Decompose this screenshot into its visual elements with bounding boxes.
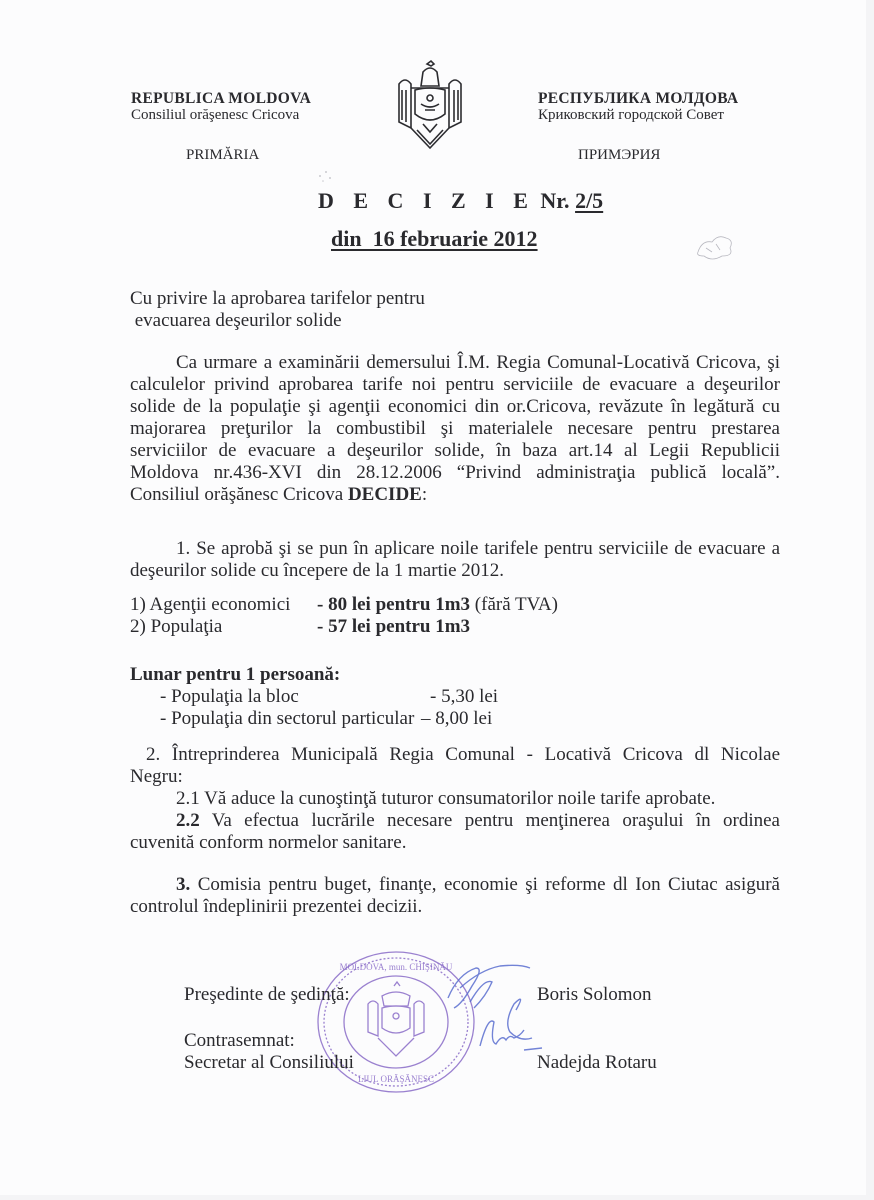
decide-colon: : xyxy=(421,484,428,505)
point-3 xyxy=(130,874,780,918)
coat-of-arms-icon xyxy=(385,58,475,158)
point-2-2-line-1 xyxy=(130,810,780,832)
preamble-line: serviciilor de evacuare a deşeurilor solide, în baza art.14 al Legii Republicii xyxy=(130,440,780,461)
preamble-line: Ca urmare a examinării demersului Î.M. Regia Comunal-Locativă Cricova, şi xyxy=(176,352,780,373)
point-2-2-text: Va efectua lucrările necesare pentru menţinerea oraşului în ordinea xyxy=(199,810,780,831)
preamble-last-line xyxy=(130,484,780,506)
preamble-council: Consiliul orăşănesc Cricova xyxy=(130,484,348,505)
point-2-1: 2.1 Vă aduce la cunoştinţă tuturor consumatorilor noile tarife aprobate. xyxy=(176,788,716,809)
tariff-value-economic xyxy=(317,594,558,616)
tariff-price-economic: - 80 lei pentru 1m3 xyxy=(317,594,471,615)
point-2-2 xyxy=(130,810,780,854)
svg-text:LIUL ORĂŞĂNESC: LIUL ORĂŞĂNESC xyxy=(358,1074,434,1084)
secretary-name: Nadejda Rotaru xyxy=(537,1052,657,1073)
point-1 xyxy=(130,538,780,582)
preamble-line: majorarea preţurilor la combustibil şi materialele necesare pentru prestarea xyxy=(130,418,780,439)
handwritten-signature-icon xyxy=(440,958,550,1068)
preamble-line: solide de la populaţie şi agenţii economici din or.Cricova, revăzute în legătură cu xyxy=(130,396,780,417)
point-3-text: Comisia pentru buget, finanţe, economie şi reforme dl Ion Ciutac asigură xyxy=(190,874,780,895)
point-3-line-2: controlul îndeplinirii prezentei decizii. xyxy=(130,896,423,917)
tariff-value-population xyxy=(317,616,470,638)
preamble-line: Moldova nr.436-XVI din 28.12.2006 “Privind administraţia publică locală”. xyxy=(130,462,780,483)
point-3-line-1 xyxy=(130,874,780,896)
subject-line-2: evacuarea deşeurilor solide xyxy=(130,310,342,331)
subject-line-1: Cu privire la aprobarea tarifelor pentru xyxy=(130,288,425,309)
paper-speck-icon xyxy=(314,166,336,186)
preamble-line: calculelor privind aprobarea tarife noi pentru serviciile de evacuare a deşeurilor xyxy=(130,374,780,395)
point-3-number: 3. xyxy=(176,874,191,895)
monthly-value-private: – 8,00 lei xyxy=(421,708,493,729)
decision-title xyxy=(318,188,603,214)
point-2-2-line-2: cuvenită conform normelor sanitare. xyxy=(130,832,407,853)
paper-speck-icon xyxy=(694,232,736,262)
monthly-value-block: - 5,30 lei xyxy=(430,686,499,707)
monthly-label-private: - Populaţia din sectorul particular xyxy=(160,708,415,729)
header-right-council: Криковский городской Совет xyxy=(538,107,724,123)
secretary-label: Secretar al Consiliului xyxy=(184,1052,354,1073)
tariff-label-economic: 1) Agenţii economici xyxy=(130,594,291,615)
decision-nr-label: Nr. xyxy=(540,188,570,213)
preamble-paragraph xyxy=(130,352,780,506)
decision-word: D E C I Z I E xyxy=(318,188,535,213)
point-2-line-1: 2. Întreprinderea Municipală Regia Comunal - Locativă Cricova dl Nicolae xyxy=(146,744,780,765)
header-right-office: ПРИМЭРИЯ xyxy=(578,147,661,163)
chair-label: Preşedinte de şedinţă: xyxy=(184,984,350,1005)
tariff-note-economic: (fără TVA) xyxy=(470,594,558,615)
decision-date: din 16 februarie 2012 xyxy=(331,226,538,251)
decision-number: 2/5 xyxy=(575,188,604,213)
point-1-line-1: 1. Se aprobă şi se pun în aplicare noile tarifele pentru serviciile de evacuare a xyxy=(176,538,780,559)
header-right-country: РЕСПУБЛИКА МОЛДОВА xyxy=(538,90,739,107)
point-2-2-number: 2.2 xyxy=(176,810,200,831)
header-left-council: Consiliul orăşenesc Cricova xyxy=(131,107,300,123)
point-2-line-2: Negru: xyxy=(130,766,183,787)
chair-name: Boris Solomon xyxy=(537,984,652,1005)
point-1-line-2: deşeurilor solide cu începere de la 1 martie 2012. xyxy=(130,560,505,581)
tariff-label-population: 2) Populaţia xyxy=(130,616,223,637)
tariff-price-population: - 57 lei pentru 1m3 xyxy=(317,616,471,637)
header-left-office: PRIMĂRIA xyxy=(186,147,260,163)
monthly-title: Lunar pentru 1 persoană: xyxy=(130,664,341,685)
svg-text:MOLDOVA, mun. CHIŞINĂU: MOLDOVA, mun. CHIŞINĂU xyxy=(339,962,453,972)
countersigned-label: Contrasemnat: xyxy=(184,1030,295,1051)
decide-keyword: DECIDE xyxy=(347,484,422,505)
point-2 xyxy=(130,744,780,788)
header-left-country: REPUBLICA MOLDOVA xyxy=(131,90,312,107)
monthly-label-block: - Populaţia la bloc xyxy=(160,686,299,707)
